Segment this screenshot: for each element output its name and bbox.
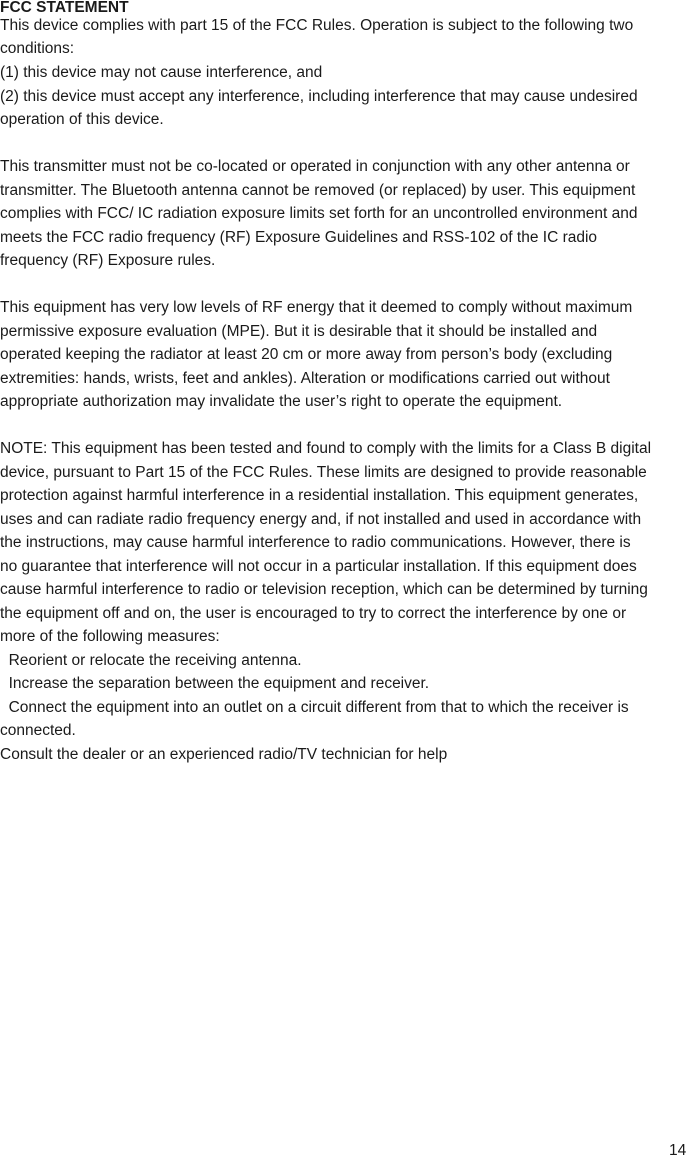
- paragraph-line: meets the FCC radio frequency (RF) Exposure Guidelines and RSS-102 of the IC radio: [0, 229, 598, 246]
- paragraph-line: the instructions, may cause harmful interference to radio communications. However, there is: [0, 534, 631, 551]
- paragraph-line: device, pursuant to Part 15 of the FCC Rules. These limits are designed to provide reasonable: [0, 464, 647, 481]
- paragraph-line: complies with FCC/ IC radiation exposure limits set forth for an uncontrolled environment and: [0, 205, 638, 222]
- paragraph-line: operation of this device.: [0, 111, 164, 128]
- paragraph-line: NOTE: This equipment has been tested and found to comply with the limits for a Class B digital: [0, 440, 652, 457]
- paragraph-line: permissive exposure evaluation (MPE). But it is desirable that it should be installed and: [0, 323, 598, 340]
- paragraph-line: the equipment off and on, the user is encouraged to try to correct the interference by one or: [0, 605, 627, 622]
- paragraph-line: operated keeping the radiator at least 20 cm or more away from person’s body (excluding: [0, 346, 613, 363]
- list-item: Connect the equipment into an outlet on a circuit different from that to which the receiver is: [0, 699, 629, 716]
- paragraph-line: more of the following measures:: [0, 628, 220, 645]
- paragraph-line: protection against harmful interference in a residential installation. This equipment generates,: [0, 487, 639, 504]
- paragraph-line: connected.: [0, 722, 76, 739]
- paragraph-line: Consult the dealer or an experienced radio/TV technician for help: [0, 746, 448, 763]
- paragraph-line: appropriate authorization may invalidate the user’s right to operate the equipment.: [0, 393, 563, 410]
- paragraph-line: uses and can radiate radio frequency energy and, if not installed and used in accordance with: [0, 511, 642, 528]
- list-item: Increase the separation between the equipment and receiver.: [0, 675, 430, 692]
- paragraph-line: This equipment has very low levels of RF energy that it deemed to comply without maximum: [0, 299, 633, 316]
- paragraph-line: conditions:: [0, 40, 75, 57]
- paragraph-line: cause harmful interference to radio or television reception, which can be determined by turning: [0, 581, 648, 598]
- paragraph-line: transmitter. The Bluetooth antenna cannot be removed (or replaced) by user. This equipment: [0, 182, 636, 199]
- list-item: Reorient or relocate the receiving antenna.: [0, 652, 302, 669]
- paragraph-line: (1) this device may not cause interference, and: [0, 64, 323, 81]
- paragraph-line: frequency (RF) Exposure rules.: [0, 252, 216, 269]
- paragraph-line: extremities: hands, wrists, feet and ankles). Alteration or modifications carried out without: [0, 370, 610, 387]
- paragraph-line: no guarantee that interference will not occur in a particular installation. If this equipment does: [0, 558, 637, 575]
- page-title: FCC STATEMENT: [0, 0, 129, 16]
- page-number: 14: [669, 1142, 687, 1159]
- paragraph-line: This transmitter must not be co-located or operated in conjunction with any other antenna or: [0, 158, 630, 175]
- paragraph-line: This device complies with part 15 of the FCC Rules. Operation is subject to the following two: [0, 17, 634, 34]
- paragraph-line: (2) this device must accept any interference, including interference that may cause undesired: [0, 88, 638, 105]
